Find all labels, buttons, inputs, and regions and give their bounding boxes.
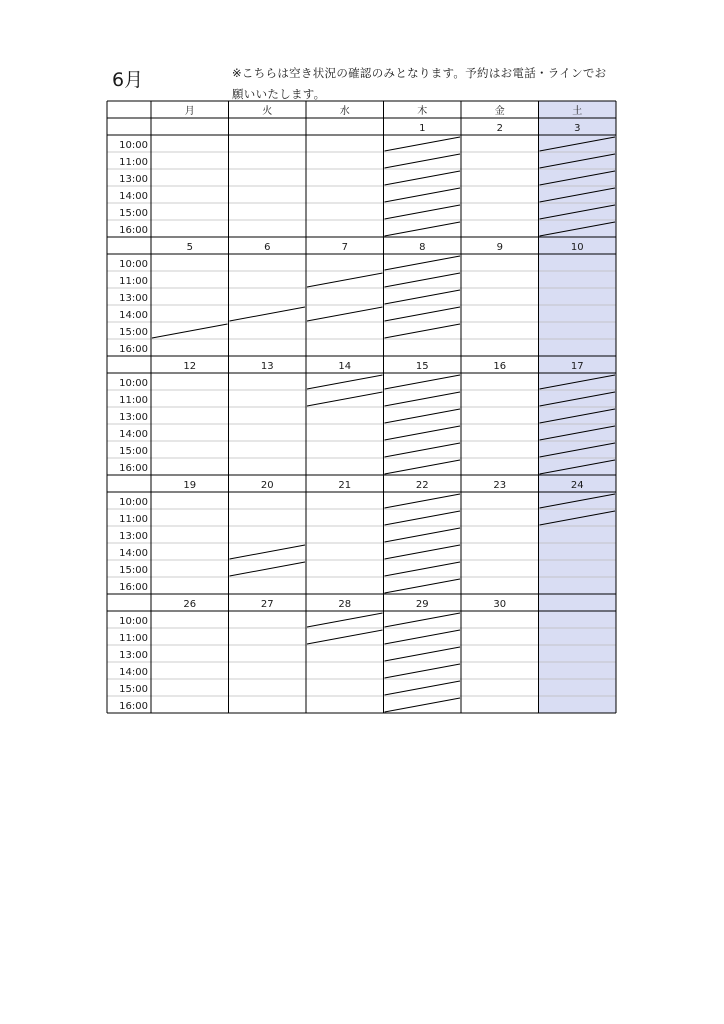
unavailable-mark bbox=[385, 630, 461, 644]
time-label: 14:00 bbox=[119, 310, 148, 321]
time-label: 11:00 bbox=[119, 395, 148, 406]
time-label: 15:00 bbox=[119, 327, 148, 338]
time-label: 13:00 bbox=[119, 293, 148, 304]
date-cell: 28 bbox=[338, 599, 352, 610]
date-cell: 3 bbox=[574, 123, 581, 134]
unavailable-mark bbox=[385, 205, 461, 219]
unavailable-mark bbox=[385, 528, 461, 542]
date-cell: 16 bbox=[493, 361, 507, 372]
unavailable-mark bbox=[385, 426, 461, 440]
time-label: 15:00 bbox=[119, 208, 148, 219]
unavailable-mark bbox=[307, 630, 383, 644]
unavailable-mark bbox=[385, 681, 461, 695]
time-label: 16:00 bbox=[119, 344, 148, 355]
unavailable-mark bbox=[385, 222, 461, 236]
time-label: 10:00 bbox=[119, 497, 148, 508]
time-label: 13:00 bbox=[119, 650, 148, 661]
date-cell: 8 bbox=[419, 242, 426, 253]
date-cell: 1 bbox=[419, 123, 426, 134]
unavailable-mark bbox=[385, 171, 461, 185]
date-cell: 20 bbox=[260, 480, 274, 491]
time-label: 11:00 bbox=[119, 276, 148, 287]
unavailable-mark bbox=[385, 613, 461, 627]
time-label: 11:00 bbox=[119, 633, 148, 644]
date-cell: 7 bbox=[341, 242, 348, 253]
time-label: 11:00 bbox=[119, 514, 148, 525]
availability-notice: ※こちらは空き状況の確認のみとなります。予約はお電話・ラインでお願いいたします。 bbox=[232, 66, 607, 101]
time-label: 16:00 bbox=[119, 701, 148, 712]
time-label: 10:00 bbox=[119, 378, 148, 389]
date-cell: 14 bbox=[338, 361, 352, 372]
time-label: 16:00 bbox=[119, 582, 148, 593]
time-label: 14:00 bbox=[119, 667, 148, 678]
unavailable-mark bbox=[385, 545, 461, 559]
date-cell: 6 bbox=[264, 242, 271, 253]
date-cell: 23 bbox=[493, 480, 507, 491]
time-label: 15:00 bbox=[119, 684, 148, 695]
unavailable-mark bbox=[385, 154, 461, 168]
unavailable-mark bbox=[385, 664, 461, 678]
unavailable-mark bbox=[230, 562, 306, 576]
unavailable-mark bbox=[307, 273, 383, 287]
date-cell: 26 bbox=[183, 599, 197, 610]
date-cell: 19 bbox=[183, 480, 197, 491]
weekday-header-0: 月 bbox=[184, 106, 195, 117]
unavailable-mark bbox=[385, 392, 461, 406]
unavailable-mark bbox=[385, 698, 461, 712]
unavailable-mark bbox=[385, 137, 461, 151]
unavailable-mark bbox=[230, 307, 306, 321]
date-cell: 2 bbox=[496, 123, 503, 134]
date-cell: 24 bbox=[570, 480, 584, 491]
unavailable-mark bbox=[307, 613, 383, 627]
unavailable-mark bbox=[385, 324, 461, 338]
unavailable-mark bbox=[385, 290, 461, 304]
unavailable-mark bbox=[385, 511, 461, 525]
unavailable-mark bbox=[385, 460, 461, 474]
date-cell: 5 bbox=[186, 242, 193, 253]
weekday-header-5: 土 bbox=[572, 106, 583, 117]
unavailable-mark bbox=[385, 256, 461, 270]
unavailable-mark bbox=[385, 307, 461, 321]
unavailable-mark bbox=[385, 562, 461, 576]
weekday-header-2: 水 bbox=[339, 106, 350, 117]
date-cell: 12 bbox=[183, 361, 197, 372]
unavailable-mark bbox=[385, 273, 461, 287]
date-cell: 10 bbox=[570, 242, 584, 253]
unavailable-mark bbox=[307, 392, 383, 406]
unavailable-mark bbox=[385, 443, 461, 457]
weekday-header-4: 金 bbox=[494, 106, 505, 117]
unavailable-mark bbox=[385, 375, 461, 389]
date-cell: 29 bbox=[415, 599, 429, 610]
unavailable-mark bbox=[385, 409, 461, 423]
date-cell: 13 bbox=[260, 361, 274, 372]
time-label: 11:00 bbox=[119, 157, 148, 168]
time-label: 14:00 bbox=[119, 429, 148, 440]
weekday-header-3: 木 bbox=[417, 106, 428, 117]
time-label: 10:00 bbox=[119, 616, 148, 627]
time-label: 13:00 bbox=[119, 531, 148, 542]
unavailable-mark bbox=[230, 545, 306, 559]
time-label: 16:00 bbox=[119, 225, 148, 236]
month-title: 6月 bbox=[112, 69, 144, 91]
date-cell: 17 bbox=[570, 361, 584, 372]
time-label: 10:00 bbox=[119, 140, 148, 151]
date-cell: 9 bbox=[496, 242, 503, 253]
date-cell: 22 bbox=[415, 480, 429, 491]
time-label: 14:00 bbox=[119, 548, 148, 559]
unavailable-mark bbox=[385, 579, 461, 593]
date-cell: 30 bbox=[493, 599, 507, 610]
time-label: 13:00 bbox=[119, 412, 148, 423]
unavailable-mark bbox=[385, 494, 461, 508]
time-label: 14:00 bbox=[119, 191, 148, 202]
unavailable-mark bbox=[307, 307, 383, 321]
date-cell: 27 bbox=[260, 599, 274, 610]
time-label: 15:00 bbox=[119, 565, 148, 576]
time-label: 15:00 bbox=[119, 446, 148, 457]
unavailable-mark bbox=[385, 647, 461, 661]
time-label: 13:00 bbox=[119, 174, 148, 185]
time-label: 10:00 bbox=[119, 259, 148, 270]
date-cell: 15 bbox=[415, 361, 429, 372]
unavailable-mark bbox=[307, 375, 383, 389]
unavailable-mark bbox=[385, 188, 461, 202]
unavailable-mark bbox=[152, 324, 228, 338]
weekday-header-1: 火 bbox=[262, 106, 273, 117]
date-cell: 21 bbox=[338, 480, 352, 491]
time-label: 16:00 bbox=[119, 463, 148, 474]
